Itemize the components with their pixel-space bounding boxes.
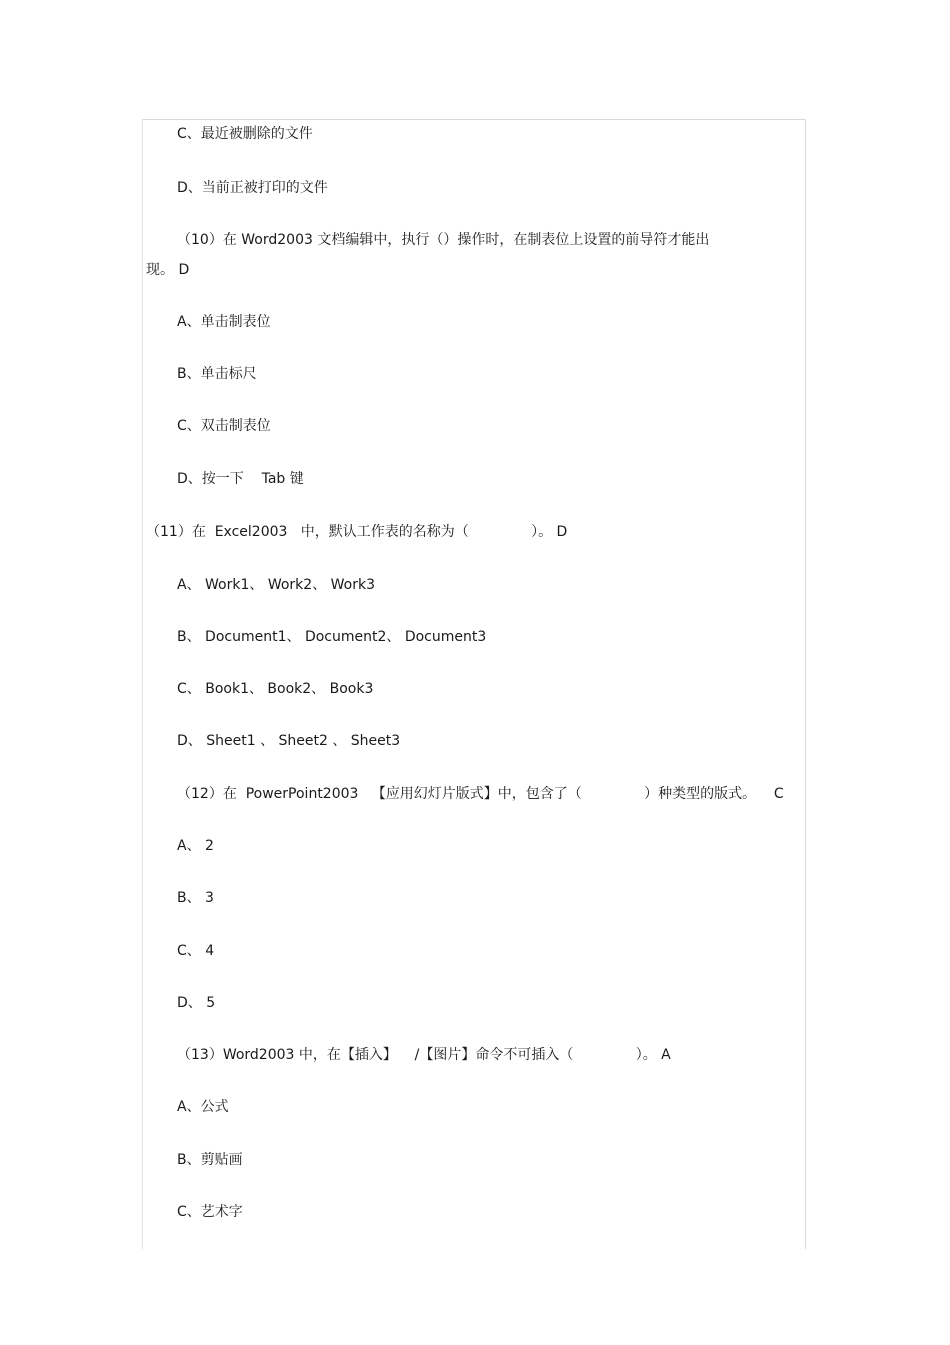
- question-10: （10）在 Word2003 文档编辑中，执行（）操作时，在制表位上设置的前导符才能出: [177, 232, 710, 248]
- question-10-continuation: 现。 D: [146, 262, 190, 278]
- option-a-q13: A、公式: [177, 1099, 229, 1115]
- option-a-q11: A、 Work1、 Work2、 Work3: [177, 577, 376, 593]
- option-c-q13: C、艺术字: [177, 1204, 243, 1220]
- question-13: （13）Word2003 中，在【插入】 /【图片】命令不可插入（ ）。 A: [177, 1047, 671, 1063]
- option-b-q11: B、 Document1、 Document2、 Document3: [177, 629, 487, 645]
- question-12: （12）在 PowerPoint2003 【应用幻灯片版式】中，包含了（ ）种类型的版式。 C: [177, 786, 784, 802]
- option-c-q10: C、双击制表位: [177, 418, 271, 434]
- option-c-q12: C、 4: [177, 943, 215, 959]
- option-b-q10: B、单击标尺: [177, 366, 257, 382]
- question-11: （11）在 Excel2003 中，默认工作表的名称为（ ）。 D: [146, 524, 568, 540]
- option-d-q12: D、 5: [177, 995, 216, 1011]
- option-a-q10: A、单击制表位: [177, 314, 271, 330]
- option-b-q12: B、 3: [177, 890, 214, 906]
- option-c-q9: C、最近被删除的文件: [177, 126, 313, 142]
- option-b-q13: B、剪贴画: [177, 1152, 243, 1168]
- option-d-q9: D、当前正被打印的文件: [177, 180, 328, 196]
- option-a-q12: A、 2: [177, 838, 214, 854]
- option-c-q11: C、 Book1、 Book2、 Book3: [177, 681, 374, 697]
- option-d-q10: D、按一下 Tab 键: [177, 471, 304, 487]
- option-d-q11: D、 Sheet1 、 Sheet2 、 Sheet3: [177, 733, 401, 749]
